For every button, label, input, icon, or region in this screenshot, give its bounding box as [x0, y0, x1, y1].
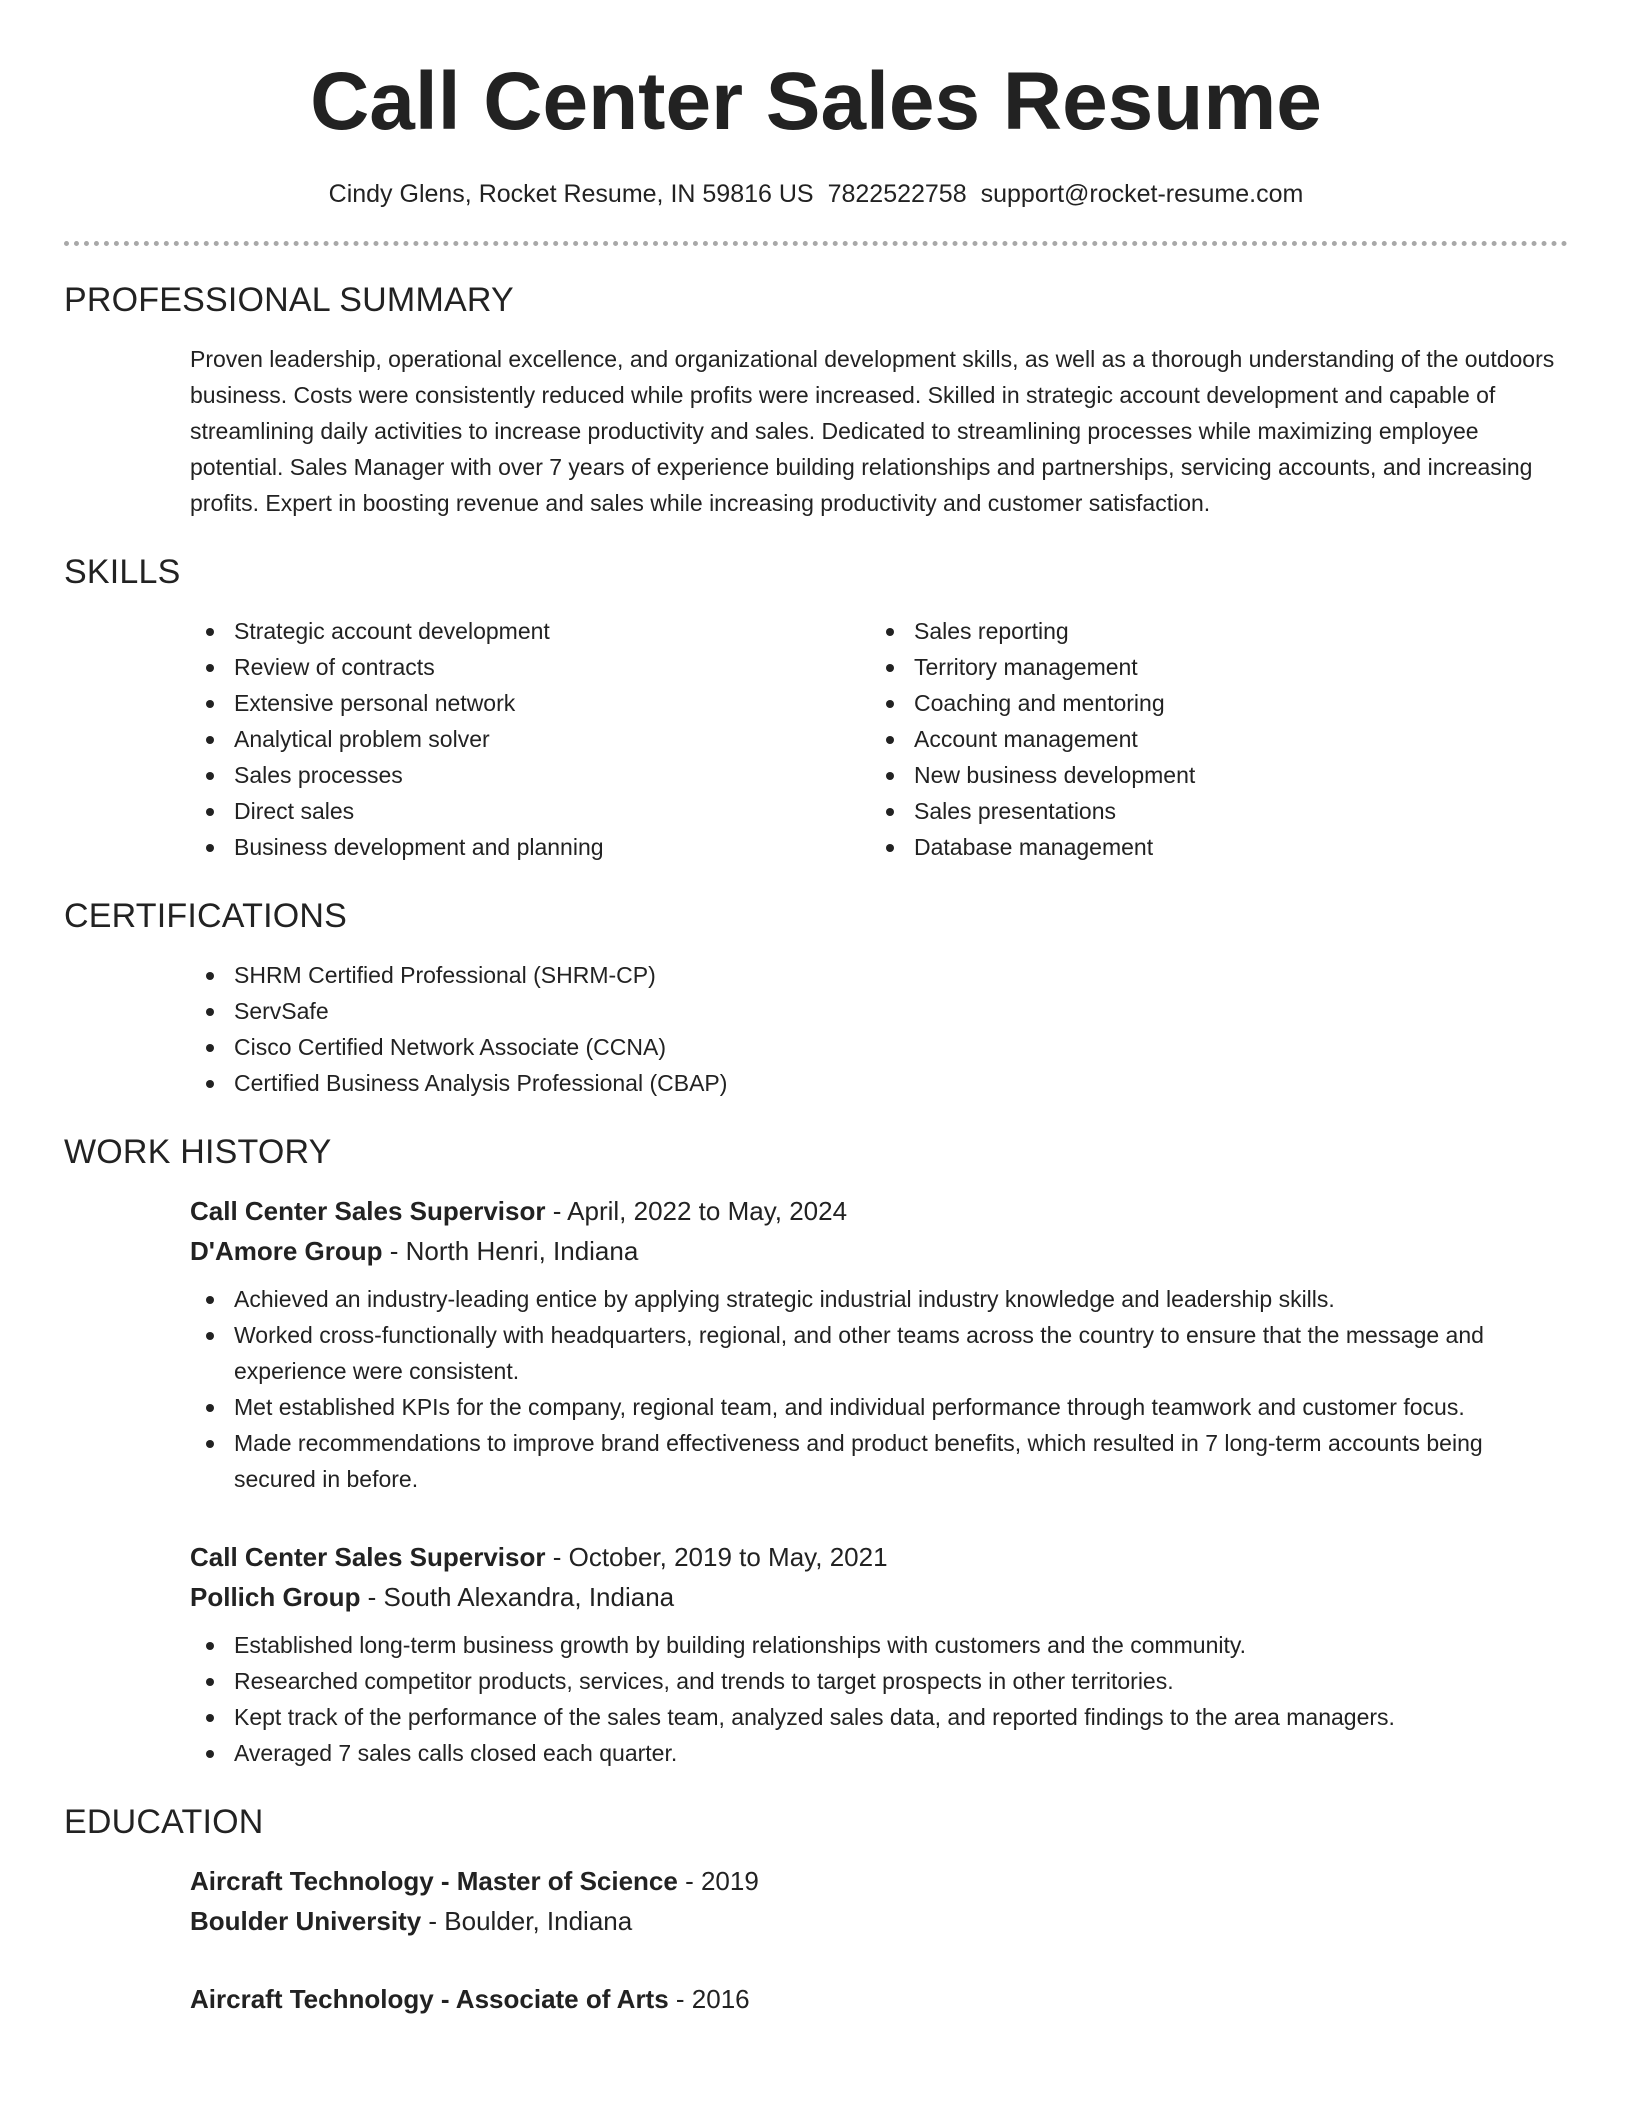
job-title-line — [190, 1537, 1568, 1577]
education-location: - Boulder, Indiana — [421, 1906, 633, 1936]
job-bullets — [190, 1281, 1568, 1497]
list-item: Researched competitor products, services, and trends to target prospects in other territories. — [190, 1663, 1568, 1699]
list-item: Cisco Certified Network Associate (CCNA) — [190, 1029, 1568, 1065]
job-title: Call Center Sales Supervisor — [190, 1196, 546, 1226]
education-section — [64, 1801, 1568, 2019]
job-company: Pollich Group — [190, 1582, 361, 1612]
list-item: Territory management — [870, 649, 1550, 685]
list-item: Made recommendations to improve brand effectiveness and product benefits, which resulted in 7 long-term accounts being secured in before. — [190, 1425, 1568, 1497]
list-item: Averaged 7 sales calls closed each quarter. — [190, 1735, 1568, 1771]
list-item: Analytical problem solver — [190, 721, 870, 757]
education-heading: EDUCATION — [64, 1803, 264, 1841]
list-item: Database management — [870, 829, 1550, 865]
certifications-section — [64, 895, 1568, 1101]
certifications-list — [190, 957, 1568, 1101]
education-degree: Aircraft Technology - Associate of Arts — [190, 1984, 669, 2014]
list-item: Account management — [870, 721, 1550, 757]
job-company-line — [190, 1231, 1568, 1271]
list-item: Met established KPIs for the company, regional team, and individual performance through teamwork and customer focus. — [190, 1389, 1568, 1425]
job-title: Call Center Sales Supervisor — [190, 1542, 546, 1572]
list-item: Kept track of the performance of the sales team, analyzed sales data, and reported findings to the area managers. — [190, 1699, 1568, 1735]
job-entry — [190, 1537, 1568, 1771]
list-item: Achieved an industry-leading entice by applying strategic industrial industry knowledge and leadership skills. — [190, 1281, 1568, 1317]
list-item: Established long-term business growth by building relationships with customers and the community. — [190, 1627, 1568, 1663]
resume-title: Call Center Sales Resume — [310, 56, 1322, 147]
education-year: - 2016 — [668, 1984, 750, 2014]
education-school: Boulder University — [190, 1906, 422, 1936]
contact-address: Cindy Glens, Rocket Resume, IN 59816 US — [328, 180, 814, 208]
list-item: Sales reporting — [870, 613, 1550, 649]
education-entry — [190, 1861, 1568, 1941]
list-item: Direct sales — [190, 793, 870, 829]
education-school-line — [190, 1901, 1568, 1941]
list-item: Sales presentations — [870, 793, 1550, 829]
education-degree-line — [190, 1861, 1568, 1901]
job-location: - South Alexandra, Indiana — [360, 1582, 675, 1612]
list-item: Strategic account development — [190, 613, 870, 649]
contact-email: support@rocket-resume.com — [980, 180, 1304, 208]
work-history-heading: WORK HISTORY — [64, 1133, 332, 1171]
header-divider — [64, 241, 1568, 246]
work-history-section — [64, 1131, 1568, 1771]
job-company: D'Amore Group — [190, 1236, 383, 1266]
job-dates: - October, 2019 to May, 2021 — [545, 1542, 888, 1572]
skills-heading: SKILLS — [64, 553, 181, 591]
list-item: Sales processes — [190, 757, 870, 793]
list-item: New business development — [870, 757, 1550, 793]
contact-phone: 7822522758 — [827, 180, 967, 208]
education-degree-line — [190, 1979, 1568, 2019]
job-title-line — [190, 1191, 1568, 1231]
job-bullets — [190, 1627, 1568, 1771]
list-item: Business development and planning — [190, 829, 870, 865]
education-degree: Aircraft Technology - Master of Science — [190, 1866, 678, 1896]
contact-line — [64, 177, 1568, 211]
skills-list-right — [870, 613, 1550, 865]
list-item: SHRM Certified Professional (SHRM-CP) — [190, 957, 1568, 993]
job-dates: - April, 2022 to May, 2024 — [545, 1196, 848, 1226]
list-item: Extensive personal network — [190, 685, 870, 721]
list-item: ServSafe — [190, 993, 1568, 1029]
skills-section — [64, 551, 1568, 865]
skills-list-left — [190, 613, 870, 865]
job-entry — [190, 1191, 1568, 1497]
summary-heading: PROFESSIONAL SUMMARY — [64, 281, 514, 319]
list-item: Worked cross-functionally with headquarters, regional, and other teams across the country to ensure that the message and experience were consistent. — [190, 1317, 1568, 1389]
education-entry — [190, 1979, 1568, 2019]
education-year: - 2019 — [677, 1866, 759, 1896]
summary-text: Proven leadership, operational excellence, and organizational development skills, as well as a thorough understanding of the outdoors business. Costs were consistently reduced while profits were increased. Skilled in strategic account development and capable of streamlining daily activities to increase productivity and sales. Dedicated to streamlining processes while maximizing employee potential. Sales Manager with over 7 years of experience building relationships and partnerships, servicing accounts, and increasing profits. Expert in boosting revenue and sales while increasing productivity and customer satisfaction. — [190, 346, 1555, 516]
certifications-heading: CERTIFICATIONS — [64, 897, 348, 935]
list-item: Review of contracts — [190, 649, 870, 685]
summary-section — [64, 279, 1568, 521]
list-item: Certified Business Analysis Professional (CBAP) — [190, 1065, 1568, 1101]
job-location: - North Henri, Indiana — [382, 1236, 639, 1266]
job-company-line — [190, 1577, 1568, 1617]
list-item: Coaching and mentoring — [870, 685, 1550, 721]
resume-page — [64, 0, 1568, 2019]
